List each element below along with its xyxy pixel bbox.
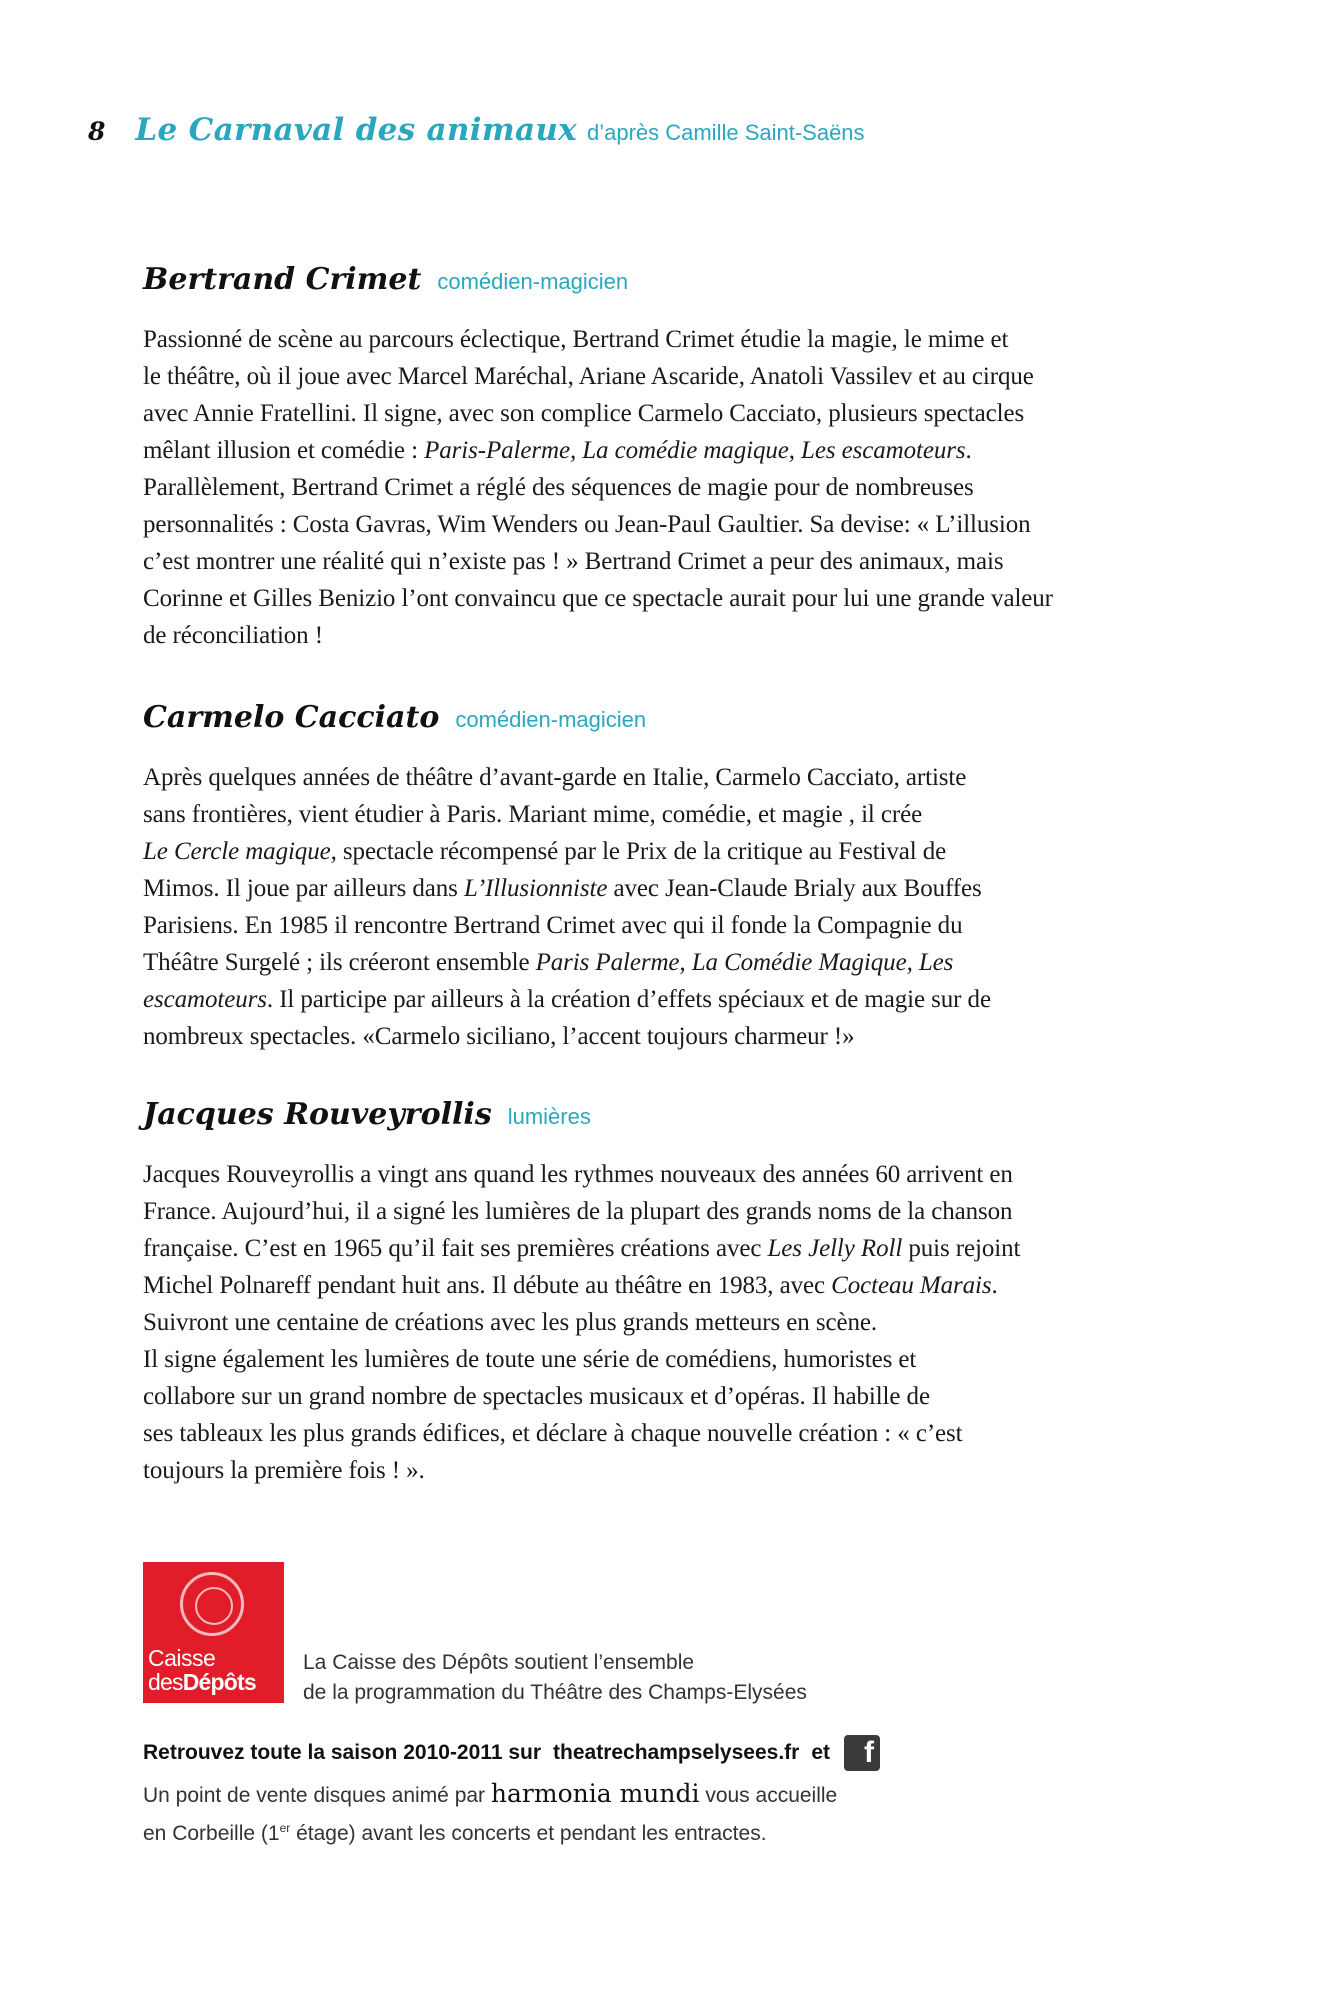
bio-line: Suivront une centaine de créations avec les plus grands metteurs en scène. (143, 1309, 878, 1336)
bio-line: Michel Polnareff pendant huit ans. Il débute au théâtre en 1983, avec Cocteau Marais. (143, 1272, 998, 1299)
sponsor-line: de la programmation du Théâtre des Champs-Elysées (303, 1681, 807, 1704)
bio-line: France. Aujourd’hui, il a signé les lumières de la plupart des grands noms de la chanson (143, 1198, 1013, 1225)
seal-icon (180, 1572, 244, 1636)
bio-line: Jacques Rouveyrollis a vingt ans quand les rythmes nouveaux des années 60 arrivent en (143, 1161, 1013, 1188)
bio-line: escamoteurs. Il participe par ailleurs à la création d’effets spéciaux et de magie sur de (143, 986, 991, 1013)
bio-section-bertrand-crimet (143, 262, 1203, 654)
bio-line: française. C’est en 1965 qu’il fait ses premières créations avec Les Jelly Roll puis rejoint (143, 1235, 1021, 1262)
season-and: et (811, 1741, 831, 1764)
bio-line: sans frontières, vient étudier à Paris. Mariant mime, comédie, et magie , il crée (143, 801, 923, 828)
person-role: comédien-magicien (455, 707, 647, 732)
person-role: comédien-magicien (437, 269, 629, 294)
bio-line: de réconciliation ! (143, 622, 323, 649)
bio-line: mêlant illusion et comédie : Paris-Palerme, La comédie magique, Les escamoteurs. (143, 437, 972, 464)
bio-text (143, 321, 1203, 654)
bio-line: c’est montrer une réalité qui n’existe pas ! » Bertrand Crimet a peur des animaux, mais (143, 548, 1004, 575)
bio-line: collabore sur un grand nombre de spectacles musicaux et d’opéras. Il habille de (143, 1383, 930, 1410)
person-name: Jacques Rouveyrollis (143, 1097, 492, 1132)
shop-line-2: en Corbeille (1er étage) avant les concerts et pendant les entractes. (143, 1821, 767, 1845)
shop-line-1: Un point de vente disques animé par harmonia mundi vous accueille (143, 1779, 838, 1808)
sponsor-note (303, 1648, 807, 1708)
bio-heading (143, 700, 1203, 735)
italic-title: Paris-Palerme, La comédie magique, Les escamoteurs (424, 437, 966, 464)
italic-title: escamoteurs (143, 986, 267, 1013)
program-title: Le Carnaval des animaux (135, 112, 577, 148)
italic-title: Paris Palerme, La Comédie Magique, Les (535, 949, 954, 976)
harmonia-mundi-brand: harmonia mundi (490, 1779, 700, 1808)
bio-text (143, 1156, 1203, 1489)
bio-line: Parisiens. En 1985 il rencontre Bertrand Crimet avec qui il fonde la Compagnie du (143, 912, 963, 939)
page-number: 8 (88, 117, 106, 146)
person-name: Bertrand Crimet (143, 262, 422, 297)
italic-title: Cocteau Marais (831, 1272, 992, 1299)
bio-line: Il signe également les lumières de toute une série de comédiens, humoristes et (143, 1346, 917, 1373)
person-role: lumières (507, 1104, 591, 1129)
program-subtitle: d’après Camille Saint-Saëns (586, 120, 865, 145)
bio-line: Mimos. Il joue par ailleurs dans L’Illusionniste avec Jean-Claude Brialy aux Bouffes (143, 875, 982, 902)
bio-line: Passionné de scène au parcours éclectique, Bertrand Crimet étudie la magie, le mime et (143, 326, 1009, 353)
bio-text (143, 759, 1203, 1055)
bio-line: personnalités : Costa Gavras, Wim Wenders ou Jean-Paul Gaultier. Sa devise: « L’illusion (143, 511, 1031, 538)
page-header (88, 112, 865, 152)
person-name: Carmelo Cacciato (143, 700, 440, 735)
bio-line: ses tableaux les plus grands édifices, et déclare à chaque nouvelle création : « c’est (143, 1420, 963, 1447)
bio-line: avec Annie Fratellini. Il signe, avec son complice Carmelo Cacciato, plusieurs spectacles (143, 400, 1025, 427)
bio-heading (143, 262, 1203, 297)
italic-title: Les Jelly Roll (767, 1235, 903, 1262)
bio-line: Corinne et Gilles Benizio l’ont convaincu que ce spectacle aurait pour lui une grande valeur (143, 585, 1053, 612)
logo-word-caisse: Caisse (148, 1645, 216, 1671)
bio-line: nombreux spectacles. «Carmelo siciliano, l’accent toujours charmeur !» (143, 1023, 855, 1050)
italic-title: L’Illusionniste (463, 875, 608, 902)
logo-word-desdepots: desDépôts (148, 1669, 256, 1695)
facebook-icon[interactable]: f (844, 1735, 880, 1771)
bio-line: Le Cercle magique, spectacle récompensé par le Prix de la critique au Festival de (143, 838, 947, 865)
sponsor-line: La Caisse des Dépôts soutient l’ensemble (303, 1651, 695, 1674)
bio-line: Parallèlement, Bertrand Crimet a réglé des séquences de magie pour de nombreuses (143, 474, 974, 501)
italic-title: Le Cercle magique (143, 838, 331, 865)
season-text: Retrouvez toute la saison 2010-2011 sur (143, 1741, 542, 1764)
bio-line: toujours la première fois ! ». (143, 1457, 425, 1484)
bio-line: Théâtre Surgelé ; ils créeront ensemble Paris Palerme, La Comédie Magique, Les (143, 949, 954, 976)
bio-line: Après quelques années de théâtre d’avant-garde en Italie, Carmelo Cacciato, artiste (143, 764, 967, 791)
website-link[interactable]: theatrechampselysees.fr (553, 1741, 800, 1764)
bio-heading (143, 1097, 1203, 1132)
season-promo (143, 1735, 880, 1771)
bio-line: le théâtre, où il joue avec Marcel Maréchal, Ariane Ascaride, Anatoli Vassilev et au cirque (143, 363, 1034, 390)
bio-section-carmelo-cacciato (143, 700, 1203, 1055)
record-shop-note (143, 1778, 837, 1850)
caisse-des-depots-logo (143, 1562, 284, 1703)
bio-section-jacques-rouveyrollis (143, 1097, 1203, 1489)
